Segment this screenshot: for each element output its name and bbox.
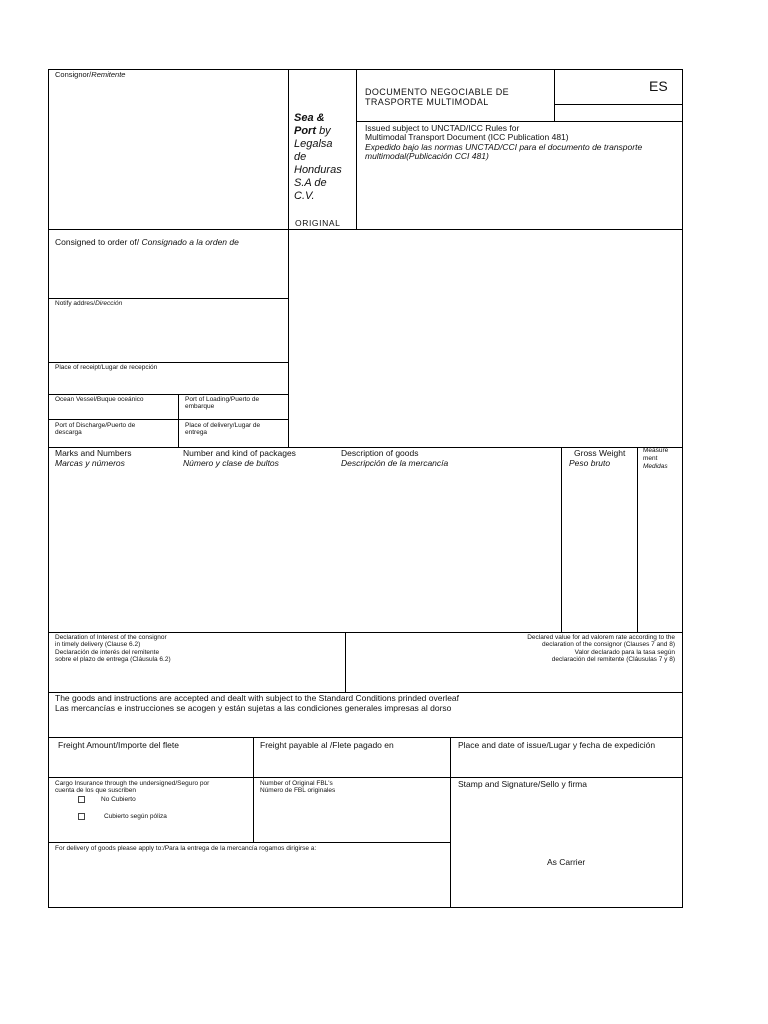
divider xyxy=(356,69,357,229)
standard-conditions-es: Las mercancías e instrucciones se acogen y están sujetas a las condiciones generales impresas al dorso xyxy=(55,702,452,713)
original-label: ORIGINAL xyxy=(295,218,341,228)
place-delivery-label xyxy=(185,422,260,437)
document-title-line-2: TRASPORTE MULTIMODAL xyxy=(365,97,489,108)
insurance-option-label: No Cubierto xyxy=(101,796,136,804)
port-loading-line-2: embarque xyxy=(185,403,215,411)
packages-header-en: Number and kind of packages xyxy=(183,448,296,458)
measurement-line-1: Measure xyxy=(643,447,669,454)
measurement-line-2: ment xyxy=(643,455,658,463)
original-fbl-line-1: Number of Original FBL's xyxy=(260,780,333,787)
ocean-vessel-label: Ocean Vessel/Buque oceánico xyxy=(55,396,144,403)
issued-line-1: Issued subject to UNCTAD/ICC Rules for xyxy=(365,123,520,133)
original-fbl-line-2: Número de FBL originales xyxy=(260,787,336,795)
consignor-label-en: Consignor/ xyxy=(55,70,92,79)
place-delivery-line-2: entrega xyxy=(185,429,208,437)
insurance-option-covered[interactable] xyxy=(78,813,167,821)
insurance-option-not-covered[interactable] xyxy=(78,796,136,804)
divider xyxy=(48,298,288,299)
carrier-name xyxy=(294,112,331,138)
declaration-interest-line: Declaration of Interest of the consignor xyxy=(55,634,167,641)
issued-subject-text xyxy=(365,124,642,161)
as-carrier-label: As Carrier xyxy=(547,857,586,867)
place-receipt-label: Place of receipt/Lugar de recepción xyxy=(55,364,158,371)
document-title xyxy=(365,87,509,108)
carrier-company-line: C.V. xyxy=(294,189,315,202)
consigned-label xyxy=(55,238,239,248)
packages-header xyxy=(183,449,296,469)
port-discharge-line-1: Port of Discharge/Puerto de xyxy=(55,422,136,429)
port-discharge-label xyxy=(55,422,135,437)
issued-line-2: Multimodal Transport Document (ICC Publication 481) xyxy=(365,132,569,143)
checkbox[interactable] xyxy=(78,796,85,803)
divider xyxy=(554,69,555,121)
divider xyxy=(48,419,288,420)
stamp-signature-label: Stamp and Signature/Sello y firma xyxy=(458,779,587,789)
divider xyxy=(48,229,683,230)
freight-payable-label: Freight payable al /Flete pagado en xyxy=(260,740,394,750)
divider xyxy=(48,632,683,633)
divider xyxy=(48,777,683,778)
notify-label-es: Dirección xyxy=(95,300,123,307)
freight-amount-label: Freight Amount/Importe del flete xyxy=(58,740,179,750)
notify-label-en: Notify addres/ xyxy=(55,300,96,307)
divider xyxy=(356,121,683,122)
declared-value xyxy=(527,634,675,664)
expedido-line-1: Expedido bajo las normas UNCTAD/CCI para el documento de transporte xyxy=(365,141,643,152)
port-discharge-line-2: descarga xyxy=(55,429,82,437)
marks-header-en: Marks and Numbers xyxy=(55,448,132,458)
gross-weight-header-en: Gross Weight xyxy=(574,448,626,458)
divider xyxy=(637,447,638,632)
original-fbl-label xyxy=(260,780,335,795)
checkbox[interactable] xyxy=(78,813,85,820)
cargo-insurance-line-1: Cargo Insurance through the undersigned/Seguro por xyxy=(55,780,210,787)
divider xyxy=(450,737,451,908)
language-code: ES xyxy=(649,78,668,94)
carrier-company-line: S.A de xyxy=(294,176,327,189)
standard-conditions xyxy=(55,694,459,714)
place-date-issue-label: Place and date of issue/Lugar y fecha de expedición xyxy=(458,740,656,750)
description-header xyxy=(341,449,448,469)
gross-weight-header-es: Peso bruto xyxy=(569,457,611,468)
declared-value-line: declaration of the consignor (Clauses 7 and 8) xyxy=(542,641,675,649)
divider xyxy=(48,842,450,843)
measurement-header xyxy=(643,447,668,471)
expedido-line-2: multimodal(Publicación CCI 481) xyxy=(365,151,489,162)
notify-label xyxy=(55,300,122,307)
cargo-insurance-line-2: cuenta de los que suscriben xyxy=(55,787,136,795)
description-header-es: Descripción de la mercancía xyxy=(341,457,449,468)
insurance-option-label: Cubierto según póliza xyxy=(104,813,167,821)
declaration-interest-line: Declaración de interés del remitente xyxy=(55,648,160,656)
declaration-interest-line: sobre el plazo de entrega (Cláusula 6.2) xyxy=(55,656,171,664)
declaration-interest xyxy=(55,634,171,664)
document-title-line-1: DOCUMENTO NEGOCIABLE DE xyxy=(365,87,510,97)
port-loading-line-1: Port of Loading/Puerto de xyxy=(185,396,260,403)
carrier-line-1: Sea & xyxy=(294,112,325,124)
marks-header xyxy=(55,449,132,469)
consigned-label-es: Consignado a la orden de xyxy=(141,237,239,247)
packages-header-es: Número y clase de bultos xyxy=(183,457,279,468)
declared-value-line: Declared value for ad valorem rate according to the xyxy=(527,634,675,641)
consignor-label-es: Remitente xyxy=(91,70,126,79)
marks-header-es: Marcas y números xyxy=(55,457,125,468)
consignor-label xyxy=(55,71,125,80)
divider xyxy=(48,362,288,363)
carrier-line-2: Port xyxy=(294,124,316,137)
declared-value-line: declaración del remitente (Cláusulas 7 y 8) xyxy=(551,656,675,664)
carrier-company xyxy=(294,138,342,203)
divider xyxy=(561,447,562,632)
consigned-label-en: Consigned to order of/ xyxy=(55,237,142,247)
port-loading-label xyxy=(185,396,259,411)
divider xyxy=(178,394,179,447)
standard-conditions-en: The goods and instructions are accepted and dealt with subject to the Standard Conditions prinded overleaf xyxy=(55,693,460,703)
divider xyxy=(345,632,346,692)
carrier-by: by xyxy=(319,124,331,137)
declared-value-line: Valor declarado para la tasa según xyxy=(574,648,675,656)
divider xyxy=(288,69,289,447)
description-header-en: Description of goods xyxy=(341,448,419,458)
place-delivery-line-1: Place of delivery/Lugar de xyxy=(185,422,261,429)
carrier-company-line: Honduras xyxy=(294,163,342,176)
divider xyxy=(48,394,288,395)
carrier-company-line: Legalsa xyxy=(294,138,333,150)
divider xyxy=(253,737,254,842)
declaration-interest-line: in timely delivery (Clause 6.2) xyxy=(55,641,141,649)
divider xyxy=(554,104,683,105)
divider xyxy=(48,737,683,738)
carrier-company-line: de xyxy=(294,150,307,163)
measurement-header-es: Medidas xyxy=(643,463,668,471)
cargo-insurance-label xyxy=(55,780,209,795)
gross-weight-header xyxy=(569,449,625,469)
delivery-apply-label: For delivery of goods please apply to:/Para la entrega de la mercancía rogamos dirigirse a: xyxy=(55,845,317,852)
